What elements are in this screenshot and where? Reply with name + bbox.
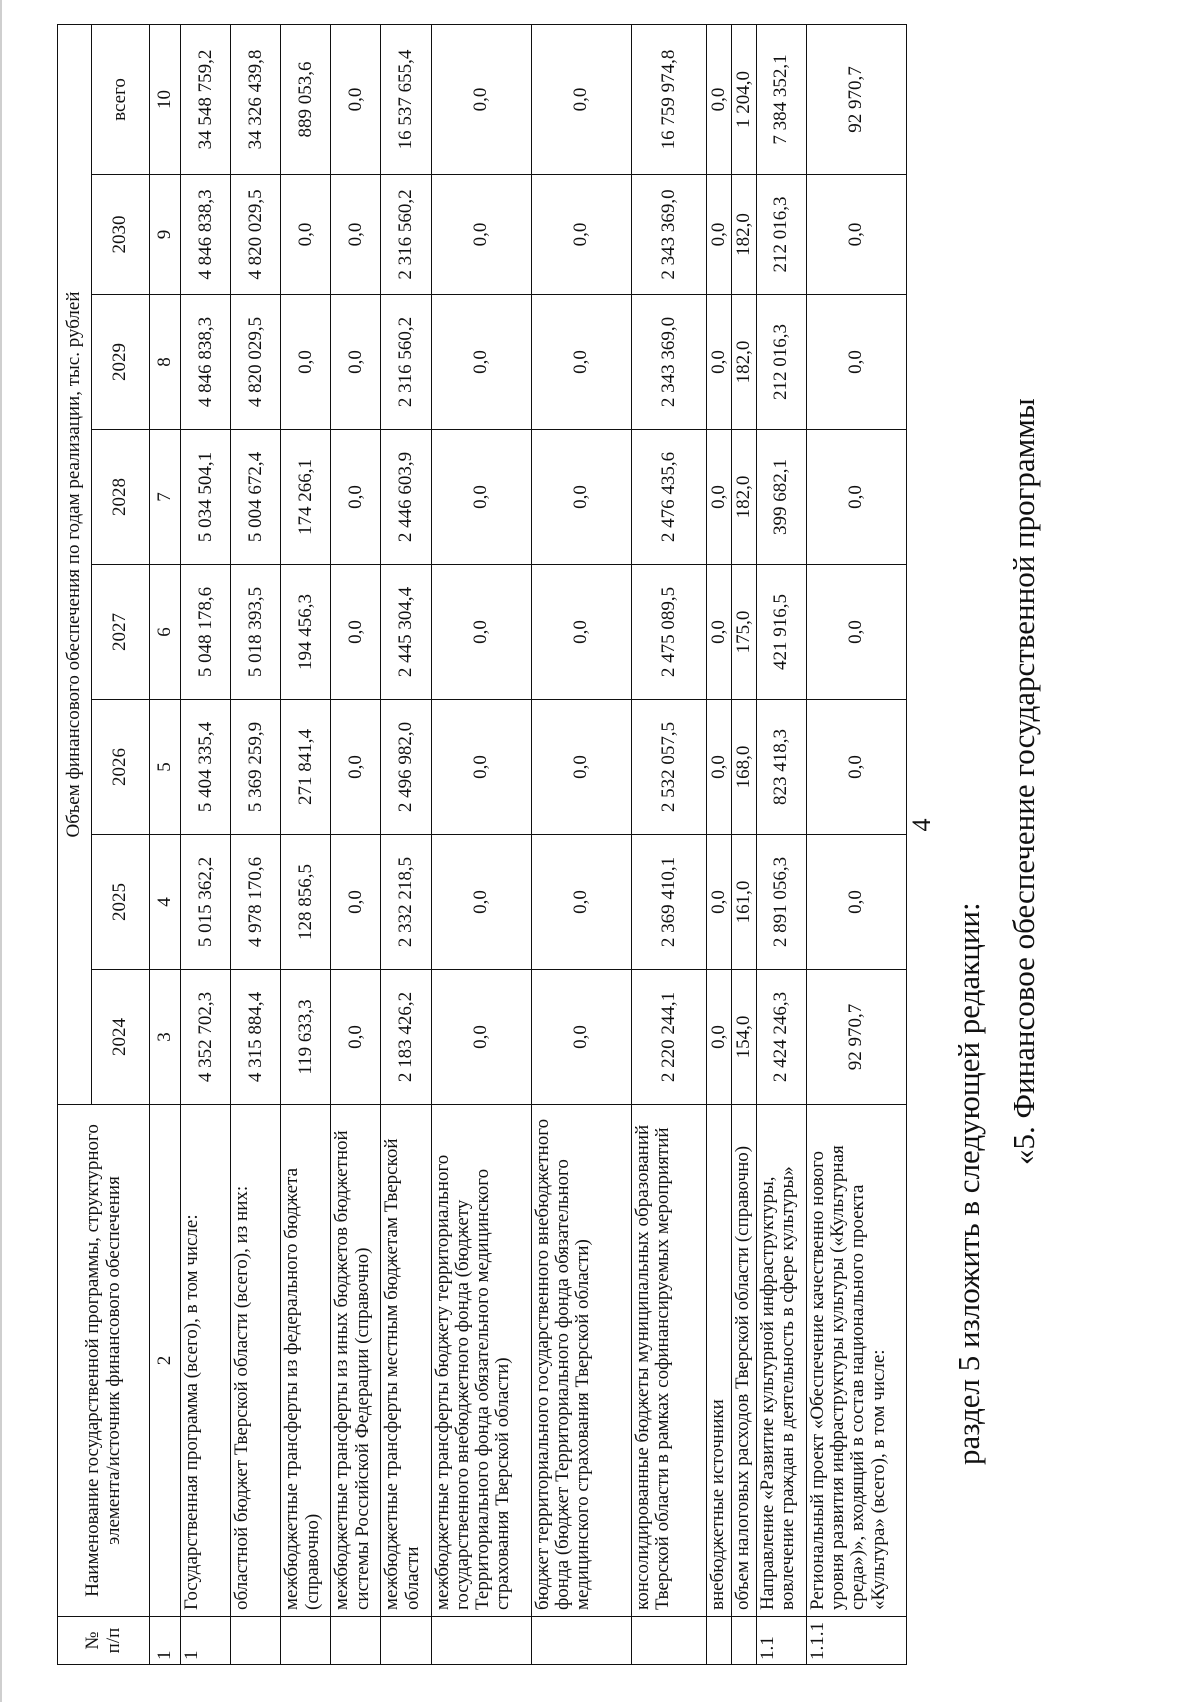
- value-cell: 0,0: [431, 175, 531, 295]
- value-cell: 0,0: [331, 24, 381, 174]
- value-cell: 2 424 246,3: [756, 970, 806, 1105]
- value-cell: 16 759 974,8: [631, 24, 706, 174]
- header-year: 2029: [92, 295, 150, 430]
- table-row: [806, 24, 906, 1664]
- value-cell: 154,0: [731, 970, 756, 1105]
- value-cell: 2 343 369,0: [631, 175, 706, 295]
- row-number: [381, 1617, 431, 1665]
- row-number: [531, 1617, 631, 1665]
- value-cell: 2 316 560,2: [381, 175, 431, 295]
- row-name: межбюджетные трансферты из иных бюджетов бюджетной системы Российской Федерации (справочно): [331, 1105, 381, 1617]
- value-cell: 5 034 504,1: [181, 430, 231, 565]
- value-cell: 92 970,7: [806, 970, 906, 1105]
- header-year: 2028: [92, 430, 150, 565]
- value-cell: 0,0: [531, 430, 631, 565]
- value-cell: 0,0: [281, 175, 331, 295]
- column-index-cell: 7: [150, 430, 181, 565]
- row-number: [231, 1617, 281, 1665]
- intro-text: раздел 5 изложить в следующей редакции:: [951, 902, 986, 1465]
- row-name: межбюджетные трансферты из федерального бюджета (справочно): [281, 1105, 331, 1617]
- value-cell: 0,0: [331, 295, 381, 430]
- value-cell: 4 846 838,3: [181, 295, 231, 430]
- value-cell: 5 369 259,9: [231, 700, 281, 835]
- value-cell: 5 048 178,6: [181, 565, 231, 700]
- row-name: Направление «Развитие культурной инфраструктуры, вовлечение граждан в деятельность в сфере культуры»: [756, 1105, 806, 1617]
- column-index-cell: 3: [150, 970, 181, 1105]
- value-cell: 2 496 982,0: [381, 700, 431, 835]
- value-cell: 2 316 560,2: [381, 295, 431, 430]
- table-row: [381, 24, 431, 1664]
- value-cell: 0,0: [531, 700, 631, 835]
- value-cell: 212 016,3: [756, 175, 806, 295]
- value-cell: 0,0: [431, 970, 531, 1105]
- value-cell: 0,0: [431, 700, 531, 835]
- row-number: 1.1.1: [806, 1617, 906, 1665]
- table-row: [756, 24, 806, 1664]
- table-row: [706, 24, 731, 1664]
- value-cell: 4 820 029,5: [231, 295, 281, 430]
- value-cell: 0,0: [331, 175, 381, 295]
- row-name: объем налоговых расходов Тверской области (справочно): [731, 1105, 756, 1617]
- value-cell: 0,0: [706, 835, 731, 970]
- value-cell: 2 475 089,5: [631, 565, 706, 700]
- value-cell: 0,0: [806, 700, 906, 835]
- value-cell: 0,0: [706, 700, 731, 835]
- table-row: [531, 24, 631, 1664]
- value-cell: 0,0: [431, 430, 531, 565]
- value-cell: 1 204,0: [731, 24, 756, 174]
- row-name: Государственная программа (всего), в том числе:: [181, 1105, 231, 1617]
- value-cell: 4 846 838,3: [181, 175, 231, 295]
- row-name: внебюджетные источники: [706, 1105, 731, 1617]
- value-cell: 2 446 603,9: [381, 430, 431, 565]
- row-number: [706, 1617, 731, 1665]
- page-number: 4: [907, 818, 936, 832]
- value-cell: 182,0: [731, 295, 756, 430]
- header-year: 2030: [92, 175, 150, 295]
- table-row: [631, 24, 706, 1664]
- value-cell: 175,0: [731, 565, 756, 700]
- value-cell: 0,0: [806, 175, 906, 295]
- header-name: Наименование государственной программы, структурного элемента/источник финансового обеспечения: [58, 1105, 150, 1617]
- value-cell: 0,0: [706, 24, 731, 174]
- value-cell: 168,0: [731, 700, 756, 835]
- value-cell: 0,0: [531, 295, 631, 430]
- financing-table: [57, 24, 907, 1665]
- column-index-cell: 2: [150, 1105, 181, 1617]
- value-cell: 212 016,3: [756, 295, 806, 430]
- table-row: [281, 24, 331, 1664]
- column-index-cell: 8: [150, 295, 181, 430]
- value-cell: 2 891 056,3: [756, 835, 806, 970]
- value-cell: 0,0: [706, 565, 731, 700]
- value-cell: 889 053,6: [281, 24, 331, 174]
- table-row: [731, 24, 756, 1664]
- value-cell: 4 315 884,4: [231, 970, 281, 1105]
- value-cell: 2 220 244,1: [631, 970, 706, 1105]
- value-cell: 5 018 393,5: [231, 565, 281, 700]
- value-cell: 0,0: [806, 565, 906, 700]
- table-row: [431, 24, 531, 1664]
- value-cell: 0,0: [531, 565, 631, 700]
- value-cell: 0,0: [706, 295, 731, 430]
- value-cell: 0,0: [806, 295, 906, 430]
- value-cell: 399 682,1: [756, 430, 806, 565]
- value-cell: 2 343 369,0: [631, 295, 706, 430]
- header-year: всего: [92, 24, 150, 174]
- table-row: [331, 24, 381, 1664]
- value-cell: 161,0: [731, 835, 756, 970]
- value-cell: 119 633,3: [281, 970, 331, 1105]
- value-cell: 2 183 426,2: [381, 970, 431, 1105]
- value-cell: 2 369 410,1: [631, 835, 706, 970]
- value-cell: 0,0: [431, 295, 531, 430]
- value-cell: 0,0: [706, 175, 731, 295]
- value-cell: 0,0: [706, 970, 731, 1105]
- value-cell: 2 532 057,5: [631, 700, 706, 835]
- value-cell: 16 537 655,4: [381, 24, 431, 174]
- column-index-cell: 6: [150, 565, 181, 700]
- value-cell: 823 418,3: [756, 700, 806, 835]
- row-number: [431, 1617, 531, 1665]
- rotated-content: [57, 0, 1200, 1665]
- value-cell: 0,0: [331, 835, 381, 970]
- value-cell: 0,0: [806, 835, 906, 970]
- value-cell: 5 004 672,4: [231, 430, 281, 565]
- column-index-cell: 10: [150, 24, 181, 174]
- value-cell: 0,0: [706, 430, 731, 565]
- header-year: 2027: [92, 565, 150, 700]
- financing-table-wrapper: [57, 25, 907, 1665]
- row-name: бюджет территориального государственного внебюджетного фонда (бюджет Территориального фонда обязательного медицинского страхования Тверской области): [531, 1105, 631, 1617]
- value-cell: 0,0: [431, 835, 531, 970]
- row-name: областной бюджет Тверской области (всего), из них:: [231, 1105, 281, 1617]
- value-cell: 128 856,5: [281, 835, 331, 970]
- value-cell: 5 015 362,2: [181, 835, 231, 970]
- row-number: 1.1: [756, 1617, 806, 1665]
- value-cell: 0,0: [331, 565, 381, 700]
- value-cell: 0,0: [531, 835, 631, 970]
- value-cell: 0,0: [331, 970, 381, 1105]
- value-cell: 4 820 029,5: [231, 175, 281, 295]
- column-index-row: [150, 24, 181, 1664]
- value-cell: 0,0: [331, 700, 381, 835]
- value-cell: 271 841,4: [281, 700, 331, 835]
- table-row: [181, 24, 231, 1664]
- value-cell: 0,0: [331, 430, 381, 565]
- header-year: 2024: [92, 970, 150, 1105]
- header-no: № п/п: [58, 1617, 150, 1665]
- value-cell: 0,0: [531, 175, 631, 295]
- header-year: 2026: [92, 700, 150, 835]
- header-row-1: [58, 24, 92, 1664]
- row-number: [331, 1617, 381, 1665]
- value-cell: 0,0: [806, 430, 906, 565]
- value-cell: 182,0: [731, 430, 756, 565]
- value-cell: 2 476 435,6: [631, 430, 706, 565]
- table-row: [231, 24, 281, 1664]
- row-number: 1: [181, 1617, 231, 1665]
- row-name: консолидированные бюджеты муниципальных образований Тверской области в рамках софинансируемых мероприятий: [631, 1105, 706, 1617]
- value-cell: 0,0: [531, 24, 631, 174]
- value-cell: 0,0: [431, 565, 531, 700]
- header-year: 2025: [92, 835, 150, 970]
- value-cell: 421 916,5: [756, 565, 806, 700]
- column-index-cell: 4: [150, 835, 181, 970]
- value-cell: 0,0: [531, 970, 631, 1105]
- value-cell: 2 332 218,5: [381, 835, 431, 970]
- section-title: «5. Финансовое обеспечение государственной программы: [1006, 398, 1041, 1165]
- value-cell: 92 970,7: [806, 24, 906, 174]
- header-volume: Объем финансового обеспечения по годам реализации, тыс. рублей: [58, 24, 92, 1104]
- row-name: Региональный проект «Обеспечение качественно нового уровня развития инфраструктуры культуры («Культурная среда»)», входящий в состав национального проекта «Культура» (всего), в том числе:: [806, 1105, 906, 1617]
- value-cell: 34 548 759,2: [181, 24, 231, 174]
- value-cell: 2 445 304,4: [381, 565, 431, 700]
- row-name: межбюджетные трансферты местным бюджетам Тверской области: [381, 1105, 431, 1617]
- value-cell: 174 266,1: [281, 430, 331, 565]
- row-number: [281, 1617, 331, 1665]
- column-index-cell: 9: [150, 175, 181, 295]
- column-index-cell: 5: [150, 700, 181, 835]
- value-cell: 4 978 170,6: [231, 835, 281, 970]
- value-cell: 194 456,3: [281, 565, 331, 700]
- value-cell: 5 404 335,4: [181, 700, 231, 835]
- row-number: [731, 1617, 756, 1665]
- row-name: межбюджетные трансферты бюджету территориального государственного внебюджетного фонда (бюджету Территориального фонда обязательного медицинского страхования Тверской области): [431, 1105, 531, 1617]
- value-cell: 0,0: [281, 295, 331, 430]
- value-cell: 182,0: [731, 175, 756, 295]
- value-cell: 4 352 702,3: [181, 970, 231, 1105]
- value-cell: 34 326 439,8: [231, 24, 281, 174]
- column-index-cell: 1: [150, 1617, 181, 1665]
- value-cell: 0,0: [431, 24, 531, 174]
- row-number: [631, 1617, 706, 1665]
- value-cell: 7 384 352,1: [756, 24, 806, 174]
